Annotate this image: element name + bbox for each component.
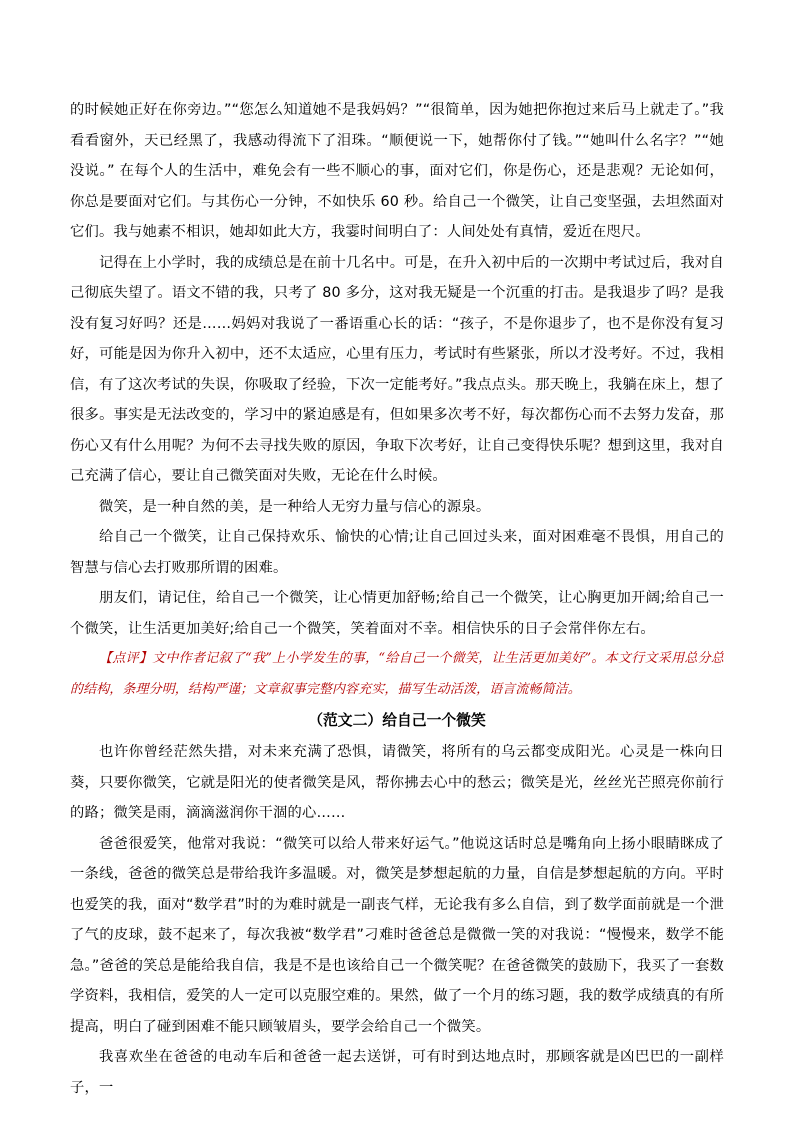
paragraph-3: 微笑，是一种自然的美，是一种给人无穷力量与信心的源泉。 bbox=[99, 498, 491, 515]
paragraph-2: 记得在上小学时，我的成绩总是在前十几名中。可是，在升入初中后的一次期中考试过后，我对自己彻底失望了。语文不错的我，只考了 80 多分，这对我无疑是一个沉重的打击。是我退步了吗？是我没有复习好吗？还是……妈妈对我说了一番语重心长的话：“孩子，不是你退步了，也不是你没有复习好，可能是因为你升入初中，还不太适应，心里有压力，考试时有些紧张，所以才没考好。不过，我相信，有了这次考试的失误，你吸取了经验，下次一定能考好。”我点点头。那天晚上，我躺在床上，想了很多。事实是无法改变的，学习中的紧迫感是有，但如果多次考不好，每次都伤心而不去努力发奋，那伤心又有什么用呢？为何不去寻找失败的原因，争取下次考好，让自己变得快乐呢？想到这里，我对自己充满了信心，要让自己微笑面对失败，无论在什么时候。 bbox=[70, 254, 724, 484]
paragraph-4: 给自己一个微笑，让自己保持欢乐、愉快的心情;让自己回过头来，面对困难毫不畏惧，用自己的智慧与信心去打败那所谓的困难。 bbox=[70, 529, 724, 576]
commentary-note: 【点评】文中作者记叙了“我”上小学发生的事，“给自己一个微笑，让生活更加美好”。本文行文采用总分总的结构，条理分明，结构严谨；文章叙事完整内容充实，描写生动活泼，语言流畅简洁。 bbox=[70, 651, 724, 697]
section-heading: （范文二）给自己一个微笑 bbox=[308, 712, 486, 729]
paragraph-7: 爸爸很爱笑，他常对我说：“微笑可以给人带来好运气。”他说这话时总是嘴角向上扬小眼睛眯成了一条线，爸爸的微笑总是带给我许多温暖。对，微笑是梦想起航的力量，自信是梦想起航的方向。平时也爱笑的我，面对“数学君”时的为难时就是一副丧气样，无论我有多么自信，到了数学面前就是一个泄了气的皮球，鼓不起来了，每次我被“数学君”刁难时爸爸总是微微一笑的对我说：“慢慢来，数学不能急。”爸爸的笑总是能给我自信，我是不是也该给自己一个微笑呢？在爸爸微笑的鼓励下，我买了一套数学资料，我相信，爱笑的人一定可以克服空难的。果然，做了一个月的练习题，我的数学成绩真的有所提高，明白了碰到困难不能只顾皱眉头，要学会给自己一个微笑。 bbox=[70, 835, 724, 1035]
paragraph-1: 的时候她正好在你旁边。”“您怎么知道她不是我妈妈？”“很简单，因为她把你抱过来后马上就走了。”我看看窗外，天已经黑了，我感动得流下了泪珠。“顺便说一下，她帮你付了钱。”“她叫什么名字？”“她没说。” 在每个人的生活中，难免会有一些不顺心的事，面对它们，你是伤心，还是悲观？无论如何，你总是要面对它们。与其伤心一分钟，不如快乐 60 秒。给自己一个微笑，让自己变坚强，去坦然面对它们。我与她素不相识，她却如此大方，我霎时间明白了：人间处处有真情，爱近在咫尺。 bbox=[70, 102, 724, 240]
paragraph-8: 我喜欢坐在爸爸的电动车后和爸爸一起去送饼，可有时到达地点时，那顾客就是凶巴巴的一副样子，一 bbox=[70, 1049, 724, 1096]
paragraph-6: 也许你曾经茫然失措，对未来充满了恐惧，请微笑，将所有的乌云都变成阳光。心灵是一株向日葵，只要你微笑，它就是阳光的使者微笑是风，帮你拂去心中的愁云；微笑是光，丝丝光芒照亮你前行的路；微笑是雨，滴滴滋润你干涸的心…… bbox=[70, 744, 724, 821]
paragraph-5: 朋友们，请记住，给自己一个微笑，让心情更加舒畅;给自己一个微笑，让心胸更加开阔;给自己一个微笑，让生活更加美好;给自己一个微笑，笑着面对不幸。相信快乐的日子会常伴你左右。 bbox=[70, 590, 724, 637]
